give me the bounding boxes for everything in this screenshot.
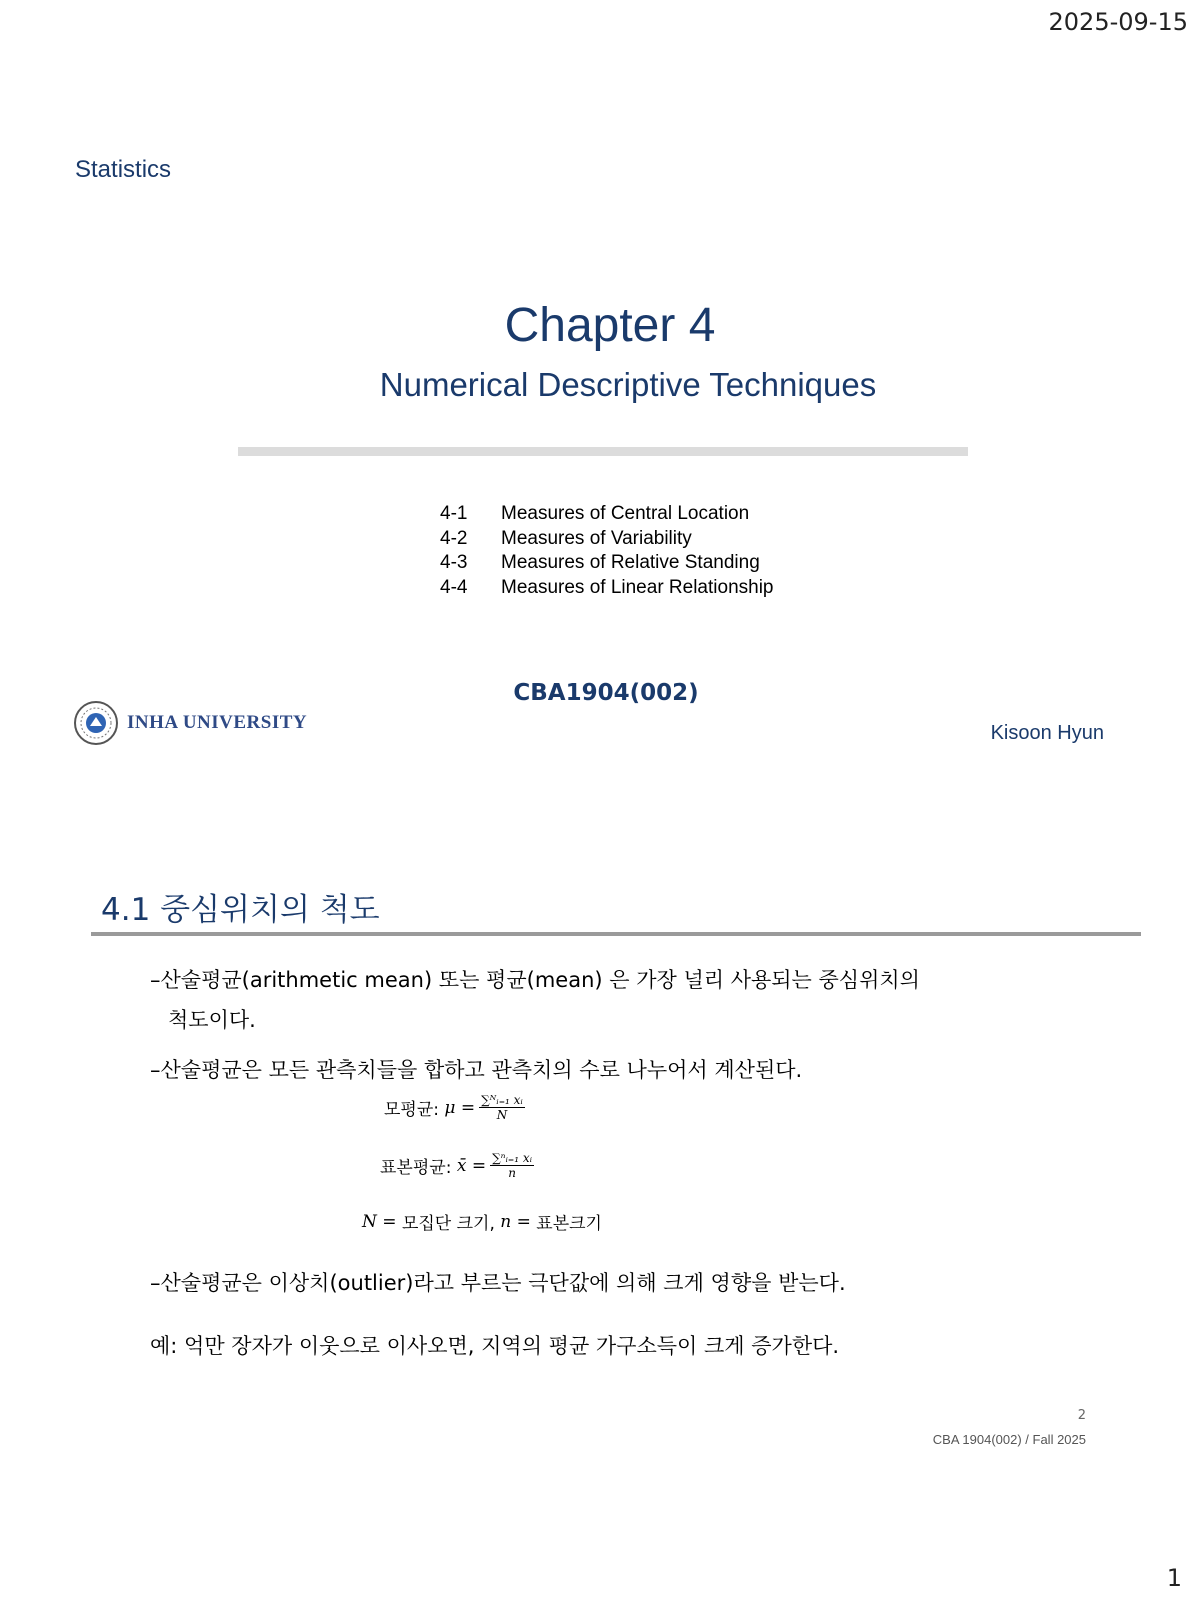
university-name: INHA UNIVERSITY	[127, 712, 308, 733]
paragraph-line: 척도이다.	[168, 1008, 256, 1032]
university-logo	[73, 700, 307, 746]
formula-label: 모평균:	[384, 1100, 439, 1120]
formula-label: 표본평균:	[380, 1158, 452, 1178]
size-definitions	[362, 1209, 602, 1234]
sample-mean-formula	[380, 1151, 534, 1180]
paragraph-outlier: –산술평균은 이상치(outlier)라고 부르는 극단값에 의해 크게 영향을 받는다.	[150, 1271, 846, 1295]
print-page-number: 1	[1166, 1564, 1182, 1592]
table-of-contents	[440, 502, 774, 600]
toc-item	[440, 527, 774, 552]
sample-size-text: 표본크기	[536, 1214, 602, 1234]
population-size-text: 모집단 크기,	[401, 1214, 495, 1234]
toc-number: 4-1	[440, 503, 468, 524]
toc-number: 4-2	[440, 527, 468, 549]
fraction-denominator: n	[508, 1166, 516, 1180]
toc-item	[440, 576, 774, 601]
toc-item	[440, 502, 774, 527]
toc-item	[440, 551, 774, 576]
formula-symbol: x̄ =	[456, 1155, 487, 1176]
slide-number: 2	[1077, 1408, 1086, 1423]
paragraph-example: 예: 억만 장자가 이웃으로 이사오면, 지역의 평균 가구소득이 크게 증가한다.	[150, 1334, 840, 1358]
population-mean-formula	[384, 1093, 525, 1122]
paragraph-line: –산술평균(arithmetic mean) 또는 평균(mean) 은 가장 널리 사용되는 중심위치의	[150, 968, 920, 992]
sample-size-symbol: n =	[500, 1211, 531, 1232]
fraction-numerator: ∑ᴺᵢ₌₁ xᵢ	[481, 1093, 523, 1107]
university-seal-icon	[73, 700, 119, 746]
toc-label: Measures of Relative Standing	[501, 552, 760, 573]
toc-number: 4-3	[440, 552, 468, 573]
toc-label: Measures of Linear Relationship	[501, 576, 774, 598]
paragraph-mean-definition	[150, 960, 1080, 1040]
course-name: Statistics	[75, 156, 172, 183]
course-code: CBA1904(002)	[513, 680, 699, 706]
section-divider	[91, 932, 1141, 936]
toc-number: 4-4	[440, 576, 468, 598]
paragraph-mean-calculation: –산술평균은 모든 관측치들을 합하고 관측치의 수로 나누어서 계산된다.	[150, 1058, 803, 1082]
fraction-numerator: ∑ⁿᵢ₌₁ xᵢ	[492, 1151, 533, 1165]
print-date: 2025-09-15	[1048, 8, 1188, 36]
toc-label: Measures of Central Location	[501, 503, 750, 524]
formula-fraction	[479, 1093, 525, 1122]
title-divider	[238, 447, 968, 456]
chapter-title: Chapter 4	[504, 299, 716, 352]
chapter-subtitle: Numerical Descriptive Techniques	[379, 366, 877, 403]
slide-footer: CBA 1904(002) / Fall 2025	[932, 1432, 1086, 1447]
instructor-name: Kisoon Hyun	[990, 722, 1104, 744]
toc-label: Measures of Variability	[501, 527, 692, 549]
formula-fraction	[490, 1151, 534, 1180]
section-title: 4.1 중심위치의 척도	[101, 892, 380, 928]
formula-symbol: μ =	[444, 1097, 476, 1118]
population-size-symbol: N =	[362, 1211, 397, 1232]
fraction-denominator: N	[496, 1108, 508, 1122]
